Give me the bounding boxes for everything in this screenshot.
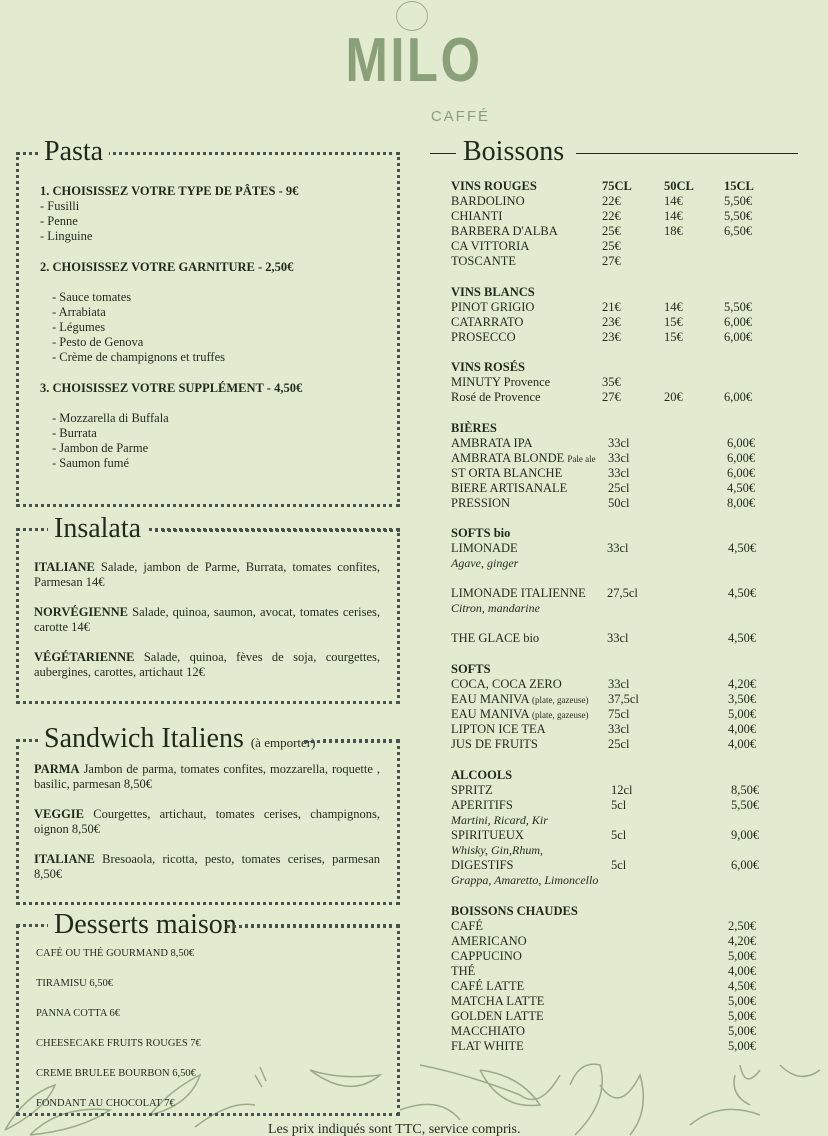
item-name: ITALIANE xyxy=(34,852,95,866)
vins-blancs-header: VINS BLANCS xyxy=(451,285,535,299)
drink-name: THÉ xyxy=(451,964,476,978)
drink-name-wrap xyxy=(451,949,522,964)
price-75cl: 25€ xyxy=(602,224,621,238)
table-row xyxy=(451,934,771,949)
vins-roses-section xyxy=(451,360,771,405)
drink-price: 9,00€ xyxy=(731,828,760,842)
chaudes-rows xyxy=(451,919,771,1054)
pasta-step-1: 1. CHOISISSEZ VOTRE TYPE DE PÂTES - 9€ xyxy=(40,184,299,198)
logo-title: MILO xyxy=(345,26,483,95)
table-row xyxy=(451,979,771,994)
drink-name: CA VITTORIA xyxy=(451,239,530,253)
drink-note: (plate, gazeuse) xyxy=(532,695,589,705)
list-item: - Mozzarella di Buffala xyxy=(52,411,169,425)
table-row xyxy=(451,390,771,405)
table-row xyxy=(451,798,771,813)
drink-name-wrap xyxy=(451,481,567,496)
drink-name: CHIANTI xyxy=(451,209,503,223)
list-item: - Penne xyxy=(40,214,78,228)
drink-name: BARDOLINO xyxy=(451,194,525,208)
drink-name-wrap xyxy=(451,934,527,949)
drink-price: 5,00€ xyxy=(728,949,757,963)
table-row xyxy=(451,858,771,873)
drink-name-wrap xyxy=(451,798,513,813)
price-15cl: 6,50€ xyxy=(724,224,753,238)
list-item: FONDANT AU CHOCOLAT 7€ xyxy=(36,1098,175,1109)
garniture-list xyxy=(40,290,385,365)
drink-name-wrap xyxy=(451,496,510,511)
price-75cl: 27€ xyxy=(602,390,621,404)
price-75cl: 27€ xyxy=(602,254,621,268)
drink-volume: 50cl xyxy=(608,496,630,510)
table-row xyxy=(451,496,771,511)
drink-name-wrap xyxy=(451,994,544,1009)
drink-price: 4,00€ xyxy=(728,722,757,736)
drink-name-wrap xyxy=(451,919,483,934)
list-item xyxy=(34,807,380,837)
list-item: - Fusilli xyxy=(40,199,80,213)
drink-volume: 25cl xyxy=(608,737,630,751)
desserts-list xyxy=(36,946,386,1111)
list-item: TIRAMISU 6,50€ xyxy=(36,978,114,989)
pasta-step-2: 2. CHOISISSEZ VOTRE GARNITURE - 2,50€ xyxy=(40,260,294,274)
drink-name: JUS DE FRUITS xyxy=(451,737,538,751)
price-50cl: 15€ xyxy=(664,315,683,329)
drink-name-wrap xyxy=(451,783,493,798)
drink-price: 4,50€ xyxy=(728,979,757,993)
col-header-15cl: 15CL xyxy=(724,179,754,193)
drink-volume: 5cl xyxy=(611,828,627,842)
col-header-50cl: 50CL xyxy=(664,179,694,193)
table-row xyxy=(451,586,771,601)
table-row xyxy=(451,692,771,707)
price-15cl: 5,50€ xyxy=(724,209,753,223)
drink-volume: 25cl xyxy=(608,481,630,495)
drink-name: SPIRITUEUX xyxy=(451,828,524,842)
drink-volume: 5cl xyxy=(611,798,627,812)
drink-volume: 33cl xyxy=(608,436,630,450)
drink-subtitle: Agave, ginger xyxy=(451,556,519,570)
vins-rouges-header-row xyxy=(451,179,771,194)
list-item: - Sauce tomates xyxy=(52,290,132,304)
price-50cl: 15€ xyxy=(664,330,683,344)
list-item: CHEESECAKE FRUITS ROUGES 7€ xyxy=(36,1038,201,1049)
item-desc: Salade, jambon de Parme, Burrata, tomates confites, Parmesan 14€ xyxy=(34,560,380,589)
list-item xyxy=(34,560,380,590)
table-row xyxy=(451,631,771,646)
list-item: - Saumon fumé xyxy=(52,456,130,470)
softs-bio-header-text: SOFTS xyxy=(451,526,491,540)
drink-name: CAFÉ xyxy=(451,919,483,933)
drink-name: SPRITZ xyxy=(451,783,493,797)
drink-price: 4,50€ xyxy=(728,631,757,645)
table-row xyxy=(451,451,771,466)
alcools-section xyxy=(451,768,771,888)
list-item: - Légumes xyxy=(52,320,106,334)
boissons-rule-left xyxy=(430,153,456,154)
table-row xyxy=(451,783,771,798)
sandwich-list xyxy=(34,762,380,882)
table-row xyxy=(451,254,771,269)
drink-name-wrap xyxy=(451,737,538,752)
table-row xyxy=(451,239,771,254)
drink-price: 4,50€ xyxy=(727,481,756,495)
pasta-content xyxy=(40,184,385,471)
drink-price: 8,00€ xyxy=(727,496,756,510)
table-row xyxy=(451,1009,771,1024)
drink-name: BIERE ARTISANALE xyxy=(451,481,568,495)
table-row xyxy=(451,375,771,390)
drink-name: EAU MANIVA xyxy=(451,692,529,706)
drink-name: MINUTY Provence xyxy=(451,375,551,389)
drink-name: AMBRATA IPA xyxy=(451,436,533,450)
drink-name: COCA, COCA ZERO xyxy=(451,677,562,691)
list-item xyxy=(34,852,380,882)
drink-volume: 27,5cl xyxy=(607,586,638,600)
pasta-type-list xyxy=(40,199,385,244)
vins-rouges-rows xyxy=(451,194,771,269)
drink-price: 5,00€ xyxy=(728,1039,757,1053)
item-name: ITALIANE xyxy=(34,560,95,574)
drink-name-wrap xyxy=(451,1024,525,1039)
alcools-rows xyxy=(451,783,771,888)
table-row xyxy=(451,737,771,752)
list-item: CAFÉ OU THÉ GOURMAND 8,50€ xyxy=(36,948,195,959)
table-row xyxy=(451,994,771,1009)
drink-name: TOSCANTE xyxy=(451,254,517,268)
drink-name: THE GLACE bio xyxy=(451,631,540,645)
list-item: CREME BRULEE BOURBON 6,50€ xyxy=(36,1068,196,1079)
list-item: - Linguine xyxy=(40,229,93,243)
softs-rows xyxy=(451,677,771,752)
item-name: PARMA xyxy=(34,762,80,776)
table-row xyxy=(451,224,771,239)
price-50cl: 18€ xyxy=(664,224,683,238)
item-desc: Salade, quinoa, fèves de soja, courgettes, aubergines, carottes, artichaut 12€ xyxy=(34,650,380,679)
sandwich-subtitle: (à emporter) xyxy=(250,735,316,750)
drink-volume: 33cl xyxy=(608,677,630,691)
drink-name-wrap xyxy=(451,466,562,481)
price-15cl: 6,00€ xyxy=(724,315,753,329)
table-row xyxy=(451,964,771,979)
list-item: - Arrabiata xyxy=(52,305,106,319)
item-name: NORVÉGIENNE xyxy=(34,605,129,619)
drink-name: LIMONADE ITALIENNE xyxy=(451,586,586,600)
list-item xyxy=(34,605,380,635)
sandwich-title-dots xyxy=(304,740,400,743)
price-50cl: 14€ xyxy=(664,209,683,223)
vins-roses-rows xyxy=(451,375,771,405)
price-15cl: 5,50€ xyxy=(724,194,753,208)
drink-name: PINOT GRIGIO xyxy=(451,300,535,314)
drink-price: 8,50€ xyxy=(731,783,760,797)
drink-name-wrap xyxy=(451,858,514,873)
drink-name: CAPPUCINO xyxy=(451,949,522,963)
table-row xyxy=(451,209,771,224)
drink-price: 6,00€ xyxy=(727,436,756,450)
drink-name-wrap xyxy=(451,722,546,737)
drink-volume: 33cl xyxy=(607,541,629,555)
list-item: - Burrata xyxy=(52,426,97,440)
drink-volume: 33cl xyxy=(607,631,629,645)
drink-name-wrap xyxy=(451,964,475,979)
list-item: - Jambon de Parme xyxy=(52,441,149,455)
supplement-list xyxy=(40,411,385,471)
table-row xyxy=(451,919,771,934)
bieres-rows xyxy=(451,436,771,511)
item-desc: Salade, quinoa, saumon, avocat, tomates cerises, carotte 14€ xyxy=(34,605,380,634)
drink-name: CAFÉ LATTE xyxy=(451,979,525,993)
softs-bio-section xyxy=(451,526,771,646)
chaudes-header: BOISSONS CHAUDES xyxy=(451,904,578,918)
price-15cl: 6,00€ xyxy=(724,390,753,404)
item-name: VEGGIE xyxy=(34,807,85,821)
table-row xyxy=(451,828,771,843)
table-row xyxy=(451,1024,771,1039)
drink-price: 6,00€ xyxy=(727,466,756,480)
item-desc: Bresoaola, ricotta, pesto, tomates cerises, parmesan 8,50€ xyxy=(34,852,380,881)
bieres-section xyxy=(451,421,771,511)
item-desc: Jambon de parma, tomates confites, mozzarella, roquette , basilic, parmesan 8,50€ xyxy=(34,762,380,791)
vins-rouges-header: VINS ROUGES xyxy=(451,179,537,193)
table-row xyxy=(451,330,771,345)
vins-blancs-section xyxy=(451,285,771,345)
softs-section xyxy=(451,662,771,752)
table-row xyxy=(451,949,771,964)
drink-note: Pale ale xyxy=(567,454,596,464)
price-75cl: 22€ xyxy=(602,209,621,223)
drink-subtitle: Citron, mandarine xyxy=(451,601,540,615)
bieres-header: BIÈRES xyxy=(451,421,497,435)
price-75cl: 25€ xyxy=(602,239,621,253)
drink-price: 4,20€ xyxy=(728,934,757,948)
chaudes-section xyxy=(451,904,771,1054)
drink-name: FLAT WHITE xyxy=(451,1039,524,1053)
drink-volume: 33cl xyxy=(608,466,630,480)
price-15cl: 5,50€ xyxy=(724,300,753,314)
drink-name-wrap xyxy=(451,1009,544,1024)
list-item xyxy=(34,762,380,792)
table-row xyxy=(451,707,771,722)
table-row xyxy=(451,466,771,481)
drink-price: 4,00€ xyxy=(728,737,757,751)
softs-bio-header xyxy=(451,526,771,541)
drink-price: 5,00€ xyxy=(728,1009,757,1023)
softs-header: SOFTS xyxy=(451,662,491,676)
drink-name-wrap xyxy=(451,707,589,723)
table-row xyxy=(451,481,771,496)
softs-bio-suffix: bio xyxy=(493,526,511,540)
footer-note: Les prix indiqués sont TTC, service compris. xyxy=(268,1122,521,1136)
drink-name: ST ORTA BLANCHE xyxy=(451,466,563,480)
price-50cl: 14€ xyxy=(664,300,683,314)
table-row xyxy=(451,194,771,209)
price-50cl: 14€ xyxy=(664,194,683,208)
drink-price: 4,20€ xyxy=(728,677,757,691)
drink-price: 5,50€ xyxy=(731,798,760,812)
desserts-title: Desserts maison xyxy=(48,910,243,940)
item-desc: Courgettes, artichaut, tomates cerises, champignons, oignon 8,50€ xyxy=(34,807,380,836)
price-75cl: 35€ xyxy=(602,375,621,389)
price-50cl: 20€ xyxy=(664,390,683,404)
drink-name: EAU MANIVA xyxy=(451,707,529,721)
drink-name: LIPTON ICE TEA xyxy=(451,722,546,736)
insalata-list xyxy=(34,560,380,680)
boissons-title: Boissons xyxy=(463,136,565,167)
drink-name-wrap xyxy=(451,451,596,467)
drink-name: PRESSION xyxy=(451,496,511,510)
drink-price: 5,00€ xyxy=(728,707,757,721)
drink-price: 5,00€ xyxy=(728,994,757,1008)
table-row xyxy=(451,677,771,692)
drink-subtitle: Whisky, Gin,Rhum, xyxy=(451,843,543,857)
pasta-title: Pasta xyxy=(38,137,109,167)
drink-name-wrap xyxy=(451,979,524,994)
drink-name: DIGESTIFS xyxy=(451,858,514,872)
drink-name: AMERICANO xyxy=(451,934,527,948)
list-item: - Pesto de Genova xyxy=(52,335,144,349)
drink-name: AMBRATA BLONDE xyxy=(451,451,565,465)
price-75cl: 22€ xyxy=(602,194,621,208)
drink-name: MATCHA LATTE xyxy=(451,994,545,1008)
drink-name: GOLDEN LATTE xyxy=(451,1009,544,1023)
drink-name: MACCHIATO xyxy=(451,1024,526,1038)
list-item: PANNA COTTA 6€ xyxy=(36,1008,120,1019)
logo-subtitle: CAFFÉ xyxy=(430,108,490,125)
price-15cl: 6,00€ xyxy=(724,330,753,344)
pasta-step-3: 3. CHOISISSEZ VOTRE SUPPLÉMENT - 4,50€ xyxy=(40,381,303,395)
drink-price: 4,00€ xyxy=(728,964,757,978)
vins-rouges-section xyxy=(451,179,771,269)
table-row xyxy=(451,300,771,315)
drink-name: APERITIFS xyxy=(451,798,513,812)
drink-price: 4,50€ xyxy=(728,586,757,600)
insalata-title-dots xyxy=(155,529,400,532)
softs-bio-rows xyxy=(451,541,771,646)
table-row xyxy=(451,722,771,737)
drink-name-wrap xyxy=(451,828,524,843)
drink-name: BARBERA D'ALBA xyxy=(451,224,558,238)
drink-price: 6,00€ xyxy=(731,858,760,872)
drink-price: 4,50€ xyxy=(728,541,757,555)
drink-price: 2,50€ xyxy=(728,919,757,933)
vins-roses-header: VINS ROSÉS xyxy=(451,360,525,374)
list-item xyxy=(34,650,380,680)
drink-name-wrap xyxy=(451,1039,524,1054)
boissons-rule-right xyxy=(576,153,798,154)
drink-volume: 33cl xyxy=(608,722,630,736)
drink-price: 6,00€ xyxy=(727,451,756,465)
drink-subtitle: Grappa, Amaretto, Limoncello xyxy=(451,873,599,887)
sandwich-title-text: Sandwich Italiens xyxy=(44,723,244,754)
sandwich-title xyxy=(38,724,321,758)
drink-volume: 37,5cl xyxy=(608,692,639,706)
drink-name: CATARRATO xyxy=(451,315,524,329)
list-item: - Crème de champignons et truffes xyxy=(52,350,225,364)
drink-name: PROSECCO xyxy=(451,330,516,344)
drink-volume: 33cl xyxy=(608,451,630,465)
drink-name-wrap xyxy=(451,677,562,692)
drink-name: Rosé de Provence xyxy=(451,390,541,404)
vins-blancs-rows xyxy=(451,300,771,345)
table-row xyxy=(451,1039,771,1054)
drink-note: (plate, gazeuse) xyxy=(532,710,589,720)
price-75cl: 23€ xyxy=(602,330,621,344)
drink-volume: 12cl xyxy=(611,783,633,797)
table-row xyxy=(451,541,771,556)
drink-subtitle: Martini, Ricard, Kir xyxy=(451,813,548,827)
drink-name: LIMONADE xyxy=(451,541,518,555)
table-row xyxy=(451,315,771,330)
table-row xyxy=(451,436,771,451)
drink-name-wrap xyxy=(451,436,533,451)
insalata-title: Insalata xyxy=(48,514,147,544)
drink-volume: 75cl xyxy=(608,707,630,721)
col-header-75cl: 75CL xyxy=(602,179,632,193)
price-75cl: 21€ xyxy=(602,300,621,314)
price-75cl: 23€ xyxy=(602,315,621,329)
drink-price: 5,00€ xyxy=(728,1024,757,1038)
drink-name-wrap xyxy=(451,692,589,708)
drink-price: 3,50€ xyxy=(728,692,757,706)
item-name: VÉGÉTARIENNE xyxy=(34,650,135,664)
desserts-title-dots xyxy=(226,925,400,928)
drink-volume: 5cl xyxy=(611,858,627,872)
alcools-header: ALCOOLS xyxy=(451,768,513,782)
